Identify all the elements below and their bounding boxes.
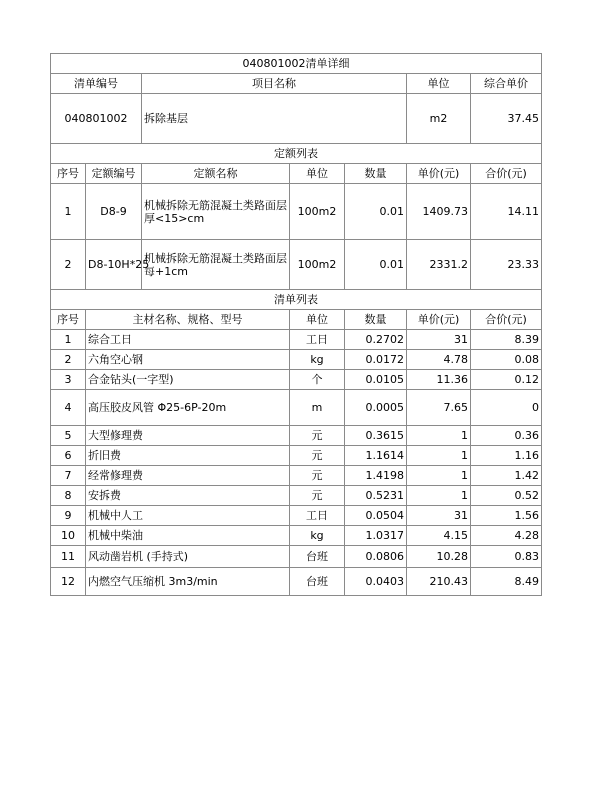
- quota-header-index: 序号: [51, 164, 86, 184]
- quota-name: 机械拆除无筋混凝土类路面层每+1cm: [142, 240, 290, 290]
- material-total: 0.08: [471, 350, 542, 370]
- bill-code: 040801002: [51, 94, 142, 144]
- quota-header-unit-price: 单价(元): [407, 164, 471, 184]
- quota-row: [51, 184, 542, 240]
- material-name: 高压胶皮风管 Φ25-6P-20m: [86, 390, 290, 426]
- material-header-row: [51, 310, 542, 330]
- bill-code-header: 清单编号: [51, 74, 142, 94]
- quota-index: 1: [51, 184, 86, 240]
- material-index: 5: [51, 426, 86, 446]
- bill-name: 拆除基层: [142, 94, 407, 144]
- material-qty: 1.4198: [345, 466, 407, 486]
- material-header-unit-price: 单价(元): [407, 310, 471, 330]
- material-total: 0.83: [471, 546, 542, 568]
- material-row: [51, 526, 542, 546]
- material-unit: 元: [290, 446, 345, 466]
- material-unit-price: 1: [407, 446, 471, 466]
- material-total: 0.12: [471, 370, 542, 390]
- bill-price-header: 综合单价: [471, 74, 542, 94]
- bill-row: [51, 94, 542, 144]
- material-name: 机械中人工: [86, 506, 290, 526]
- bill-name-header: 项目名称: [142, 74, 407, 94]
- material-index: 2: [51, 350, 86, 370]
- material-header-index: 序号: [51, 310, 86, 330]
- material-index: 10: [51, 526, 86, 546]
- material-name: 机械中柴油: [86, 526, 290, 546]
- material-total: 8.49: [471, 568, 542, 596]
- quota-qty: 0.01: [345, 184, 407, 240]
- material-qty: 0.0172: [345, 350, 407, 370]
- material-total: 1.56: [471, 506, 542, 526]
- material-qty: 0.0806: [345, 546, 407, 568]
- material-row: [51, 390, 542, 426]
- material-unit: 工日: [290, 330, 345, 350]
- material-index: 4: [51, 390, 86, 426]
- quota-index: 2: [51, 240, 86, 290]
- material-qty: 1.0317: [345, 526, 407, 546]
- material-qty: 0.3615: [345, 426, 407, 446]
- material-name: 综合工日: [86, 330, 290, 350]
- material-unit-price: 11.36: [407, 370, 471, 390]
- material-row: [51, 568, 542, 596]
- material-row: [51, 506, 542, 526]
- material-header-total: 合价(元): [471, 310, 542, 330]
- material-total: 1.16: [471, 446, 542, 466]
- material-unit: 元: [290, 486, 345, 506]
- material-qty: 0.0403: [345, 568, 407, 596]
- bill-header-row: [51, 74, 542, 94]
- material-unit: 工日: [290, 506, 345, 526]
- material-row: [51, 370, 542, 390]
- quota-header-total: 合价(元): [471, 164, 542, 184]
- material-unit: kg: [290, 526, 345, 546]
- material-unit: kg: [290, 350, 345, 370]
- quota-row: [51, 240, 542, 290]
- quota-total: 14.11: [471, 184, 542, 240]
- material-unit-price: 210.43: [407, 568, 471, 596]
- material-unit-price: 10.28: [407, 546, 471, 568]
- material-total: 1.42: [471, 466, 542, 486]
- material-name: 折旧费: [86, 446, 290, 466]
- material-name: 内燃空气压缩机 3m3/min: [86, 568, 290, 596]
- material-qty: 0.0005: [345, 390, 407, 426]
- material-row: [51, 486, 542, 506]
- material-qty: 0.2702: [345, 330, 407, 350]
- material-unit: m: [290, 390, 345, 426]
- material-index: 6: [51, 446, 86, 466]
- material-name: 六角空心钢: [86, 350, 290, 370]
- material-index: 3: [51, 370, 86, 390]
- material-index: 7: [51, 466, 86, 486]
- quota-header-name: 定额名称: [142, 164, 290, 184]
- material-name: 经常修理费: [86, 466, 290, 486]
- material-qty: 0.0105: [345, 370, 407, 390]
- quota-unit-price: 1409.73: [407, 184, 471, 240]
- material-unit: 元: [290, 466, 345, 486]
- material-unit-price: 4.78: [407, 350, 471, 370]
- table-title: 040801002清单详细: [51, 54, 542, 74]
- material-row: [51, 426, 542, 446]
- material-total: 8.39: [471, 330, 542, 350]
- quota-code: D8-10H*25: [86, 240, 142, 290]
- material-qty: 1.1614: [345, 446, 407, 466]
- material-index: 8: [51, 486, 86, 506]
- material-section-title: 清单列表: [51, 290, 542, 310]
- quota-unit: 100m2: [290, 240, 345, 290]
- material-unit: 元: [290, 426, 345, 446]
- quota-header-row: [51, 164, 542, 184]
- material-header-name: 主材名称、规格、型号: [86, 310, 290, 330]
- material-unit-price: 7.65: [407, 390, 471, 426]
- material-qty: 0.5231: [345, 486, 407, 506]
- material-header-qty: 数量: [345, 310, 407, 330]
- material-unit-price: 1: [407, 426, 471, 446]
- quota-name: 机械拆除无筋混凝土类路面层厚<15>cm: [142, 184, 290, 240]
- material-unit-price: 31: [407, 506, 471, 526]
- material-index: 9: [51, 506, 86, 526]
- quota-unit-price: 2331.2: [407, 240, 471, 290]
- material-name: 风动凿岩机 (手持式): [86, 546, 290, 568]
- material-unit: 台班: [290, 546, 345, 568]
- material-header-unit: 单位: [290, 310, 345, 330]
- material-row: [51, 546, 542, 568]
- bill-detail-table: [50, 53, 542, 596]
- quota-header-qty: 数量: [345, 164, 407, 184]
- material-total: 0.52: [471, 486, 542, 506]
- material-unit-price: 1: [407, 486, 471, 506]
- material-total: 0: [471, 390, 542, 426]
- bill-unit-header: 单位: [407, 74, 471, 94]
- material-unit-price: 31: [407, 330, 471, 350]
- material-row: [51, 330, 542, 350]
- quota-section-title: 定额列表: [51, 144, 542, 164]
- bill-section: [51, 54, 542, 144]
- material-total: 0.36: [471, 426, 542, 446]
- material-index: 11: [51, 546, 86, 568]
- quota-qty: 0.01: [345, 240, 407, 290]
- quota-total: 23.33: [471, 240, 542, 290]
- material-unit-price: 1: [407, 466, 471, 486]
- material-index: 12: [51, 568, 86, 596]
- bill-price: 37.45: [471, 94, 542, 144]
- material-row: [51, 446, 542, 466]
- material-name: 安拆费: [86, 486, 290, 506]
- material-unit: 个: [290, 370, 345, 390]
- quota-unit: 100m2: [290, 184, 345, 240]
- material-unit-price: 4.15: [407, 526, 471, 546]
- quota-header-unit: 单位: [290, 164, 345, 184]
- material-total: 4.28: [471, 526, 542, 546]
- material-unit: 台班: [290, 568, 345, 596]
- quota-header-code: 定额编号: [86, 164, 142, 184]
- material-name: 合金钻头(一字型): [86, 370, 290, 390]
- material-index: 1: [51, 330, 86, 350]
- bill-unit: m2: [407, 94, 471, 144]
- material-section: [51, 290, 542, 596]
- material-name: 大型修理费: [86, 426, 290, 446]
- quota-section: [51, 144, 542, 290]
- quota-code: D8-9: [86, 184, 142, 240]
- material-qty: 0.0504: [345, 506, 407, 526]
- material-row: [51, 350, 542, 370]
- material-row: [51, 466, 542, 486]
